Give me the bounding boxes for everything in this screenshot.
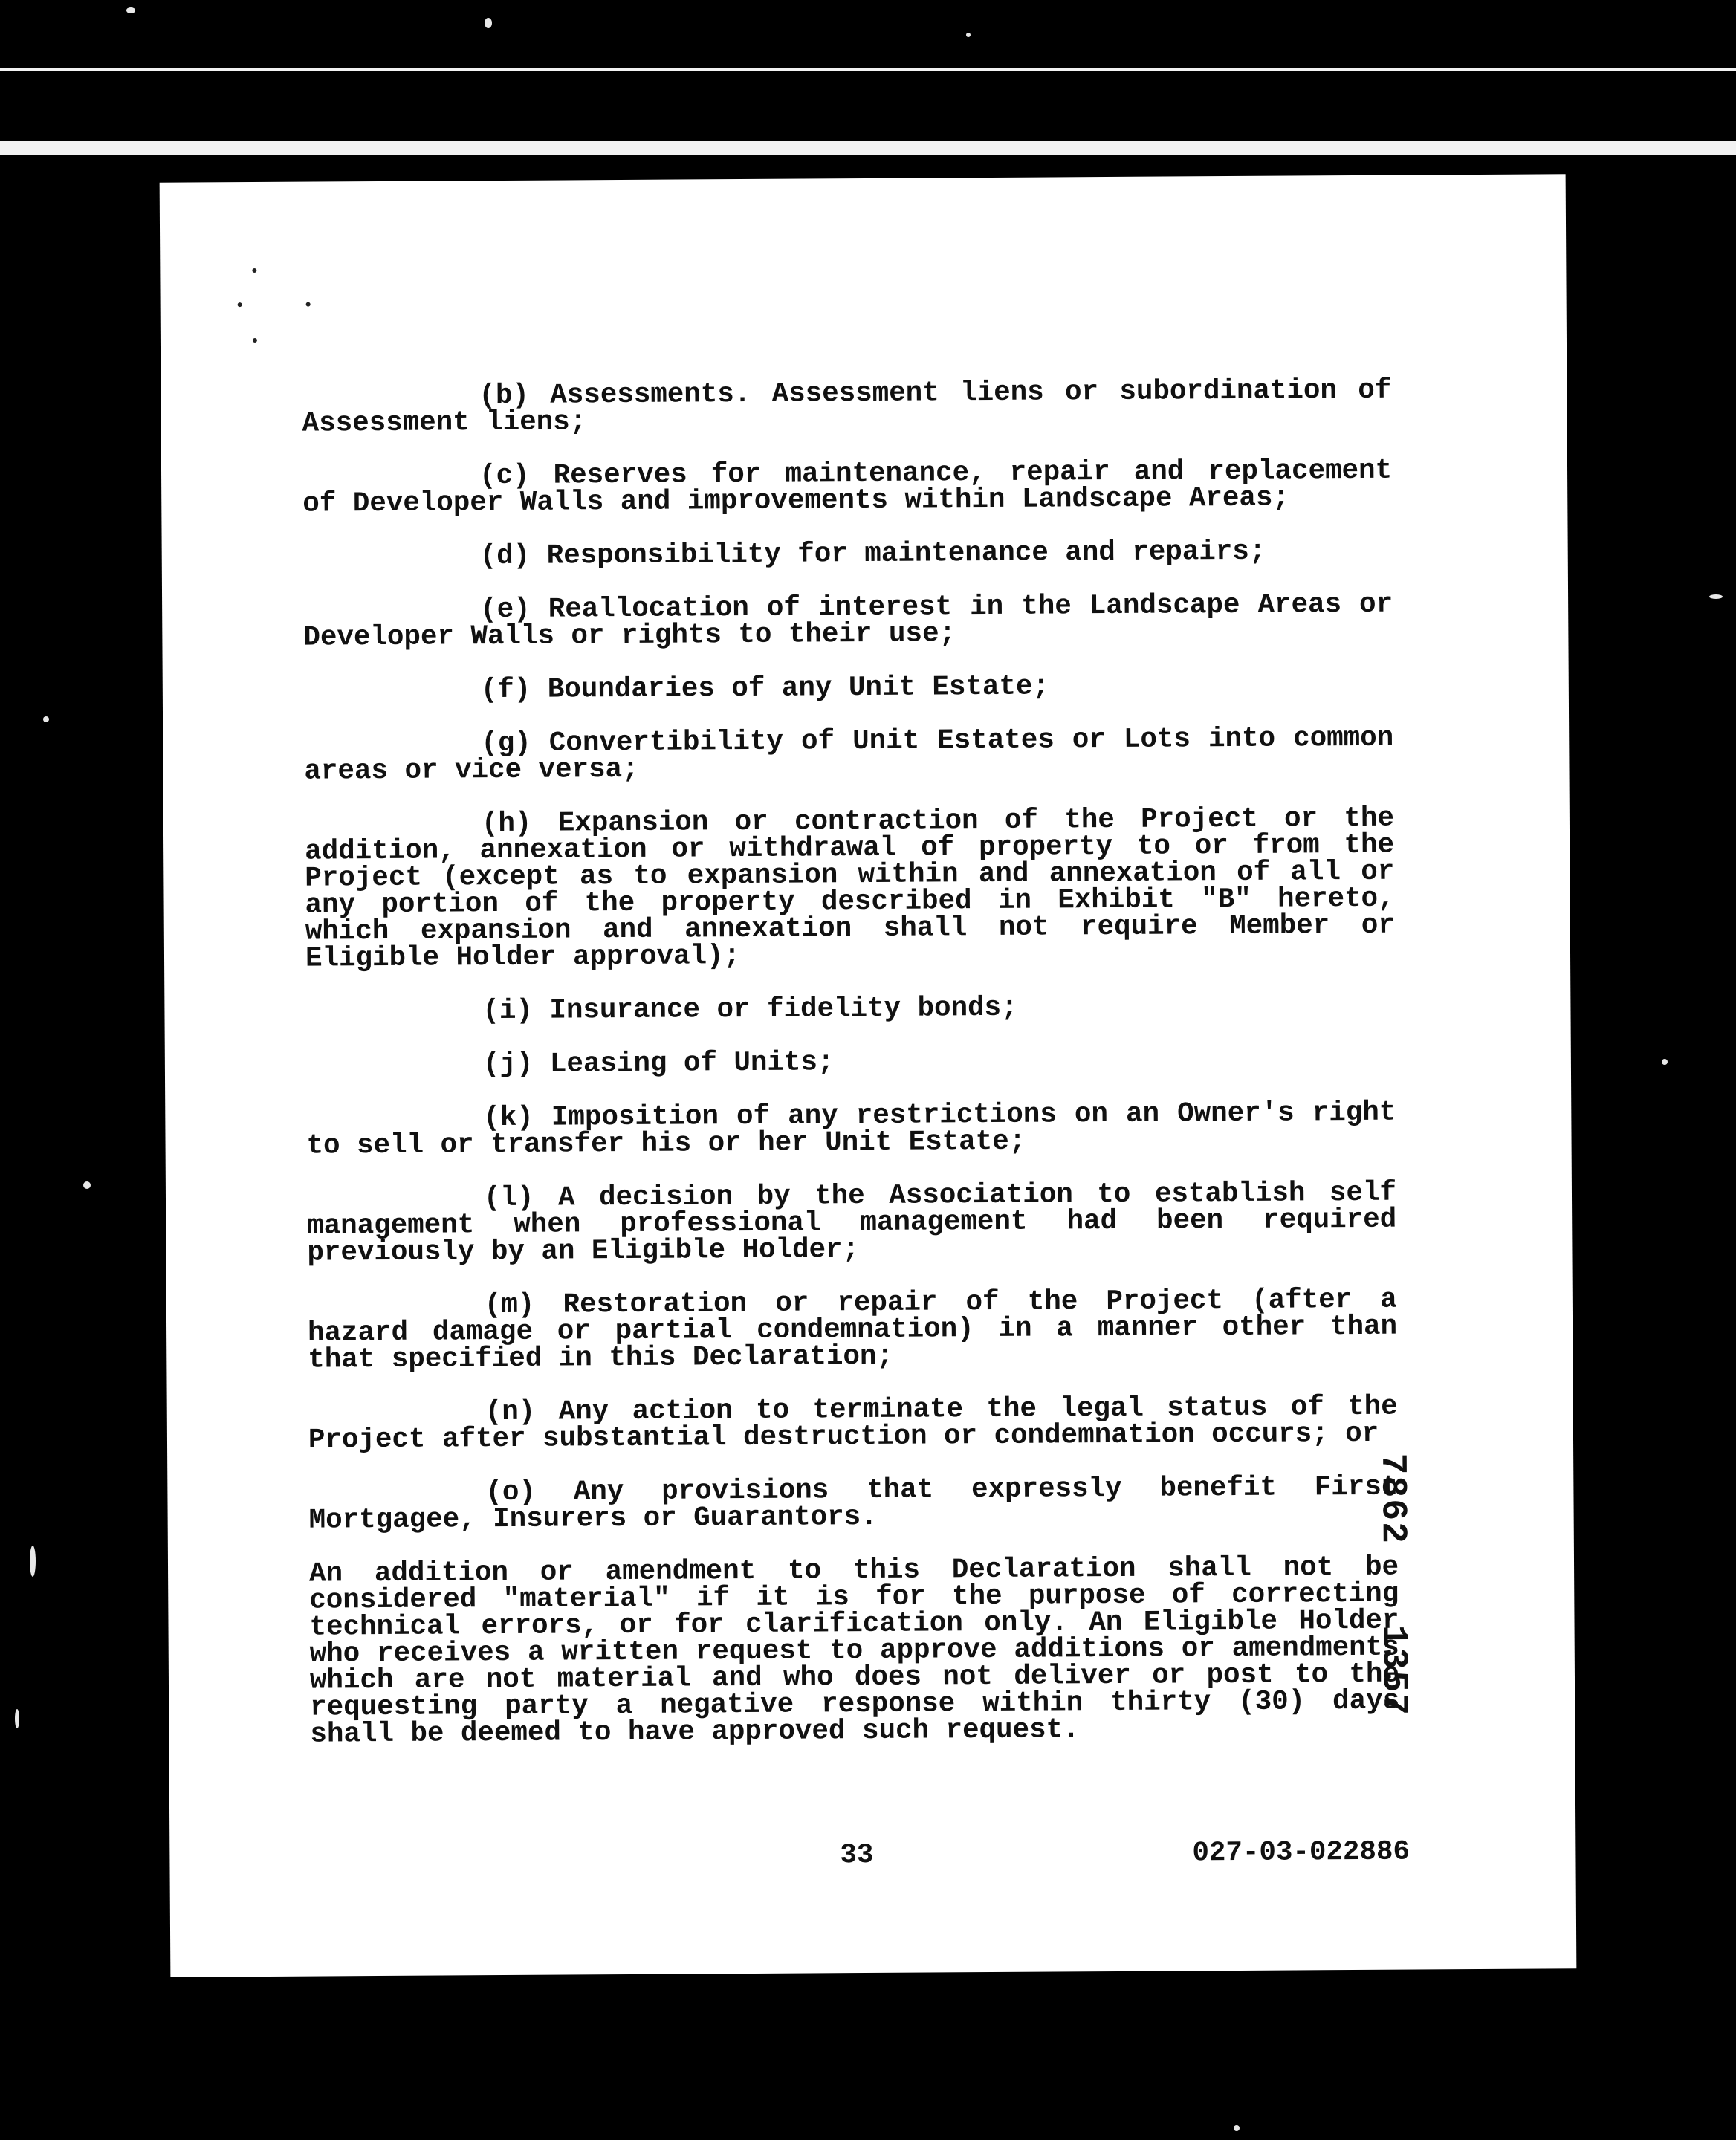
clause-m: (m) Restoration or repair of the Project (after a hazard damage or partial condemnation) in a manner other than that specified in this Declaration; bbox=[307, 1284, 1398, 1376]
side-stamp-book: 7862 bbox=[1372, 1453, 1413, 1546]
scan-line-lower bbox=[0, 141, 1736, 155]
clause-j: (j) Leasing of Units; bbox=[482, 1047, 835, 1081]
clause-n: (n) Any action to terminate the legal status of the Project after substantial destruction or condemnation occurs; or bbox=[308, 1391, 1398, 1456]
scan-speck bbox=[966, 33, 971, 37]
punch-mark bbox=[306, 302, 311, 307]
scan-speck bbox=[43, 716, 49, 722]
clause-f: (f) Boundaries of any Unit Estate; bbox=[480, 671, 1050, 707]
clause-l: (l) A decision by the Association to establish self management when professional management had been required previously by an Eligible Holder; bbox=[307, 1177, 1397, 1269]
document-page bbox=[160, 174, 1577, 1977]
document-number: 027-03-022886 bbox=[1192, 1836, 1410, 1870]
side-stamp-page: 1357 bbox=[1373, 1624, 1414, 1717]
page-footer bbox=[169, 1835, 1575, 1874]
punch-mark bbox=[252, 268, 256, 273]
punch-mark bbox=[238, 302, 242, 307]
scan-speck bbox=[30, 1546, 36, 1577]
scan-speck bbox=[1709, 594, 1723, 599]
clause-o: (o) Any provisions that expressly benefit First Mortgagee, Insurers or Guarantors. bbox=[308, 1471, 1399, 1537]
scan-speck bbox=[15, 1709, 19, 1728]
scan-speck bbox=[126, 7, 135, 13]
clause-k: (k) Imposition of any restrictions on an Owner's right to sell or transfer his or her Unit Estate; bbox=[306, 1097, 1396, 1162]
scan-line-top bbox=[0, 68, 1736, 71]
clause-i: (i) Insurance or fidelity bonds; bbox=[482, 992, 1018, 1028]
clause-h: (h) Expansion or contraction of the Project or the addition, annexation or withdrawal of property to or from the Project (except as to expansion within and annexation of all or any portion of the property described in Exhibit "B" hereto, which expansion and annexation shall not require Member or Eligible Holder approval); bbox=[305, 802, 1395, 975]
page-number: 33 bbox=[840, 1839, 874, 1872]
clause-d: (d) Responsibility for maintenance and repairs; bbox=[479, 536, 1266, 573]
clause-e: (e) Reallocation of interest in the Landscape Areas or Developer Walls or rights to their use; bbox=[303, 588, 1393, 654]
scan-speck bbox=[485, 18, 492, 28]
scan-speck bbox=[1234, 2125, 1240, 2131]
clause-b: (b) Assessments. Assessment liens or subordination of Assessment liens; bbox=[302, 374, 1392, 440]
closing-paragraph: An addition or amendment to this Declaration shall not be considered "material" if it is for the purpose of correcting technical errors, or for clarification only. An Eligible Holder who receives a written request to approve additions or amendments which are not material and who does not deliver or post to the requesting party a negative response within thirty (30) days shall be deemed to have approved such request. bbox=[308, 1552, 1400, 1751]
clause-g: (g) Convertibility of Unit Estates or Lots into common areas or vice versa; bbox=[304, 722, 1394, 788]
side-stamp bbox=[1372, 1453, 1414, 1751]
clause-c: (c) Reserves for maintenance, repair and replacement of Developer Walls and improvements within Landscape Areas; bbox=[302, 455, 1393, 520]
scan-speck bbox=[83, 1181, 91, 1189]
punch-mark bbox=[253, 338, 257, 343]
scan-speck bbox=[1662, 1059, 1668, 1065]
document-body bbox=[302, 374, 1400, 1775]
